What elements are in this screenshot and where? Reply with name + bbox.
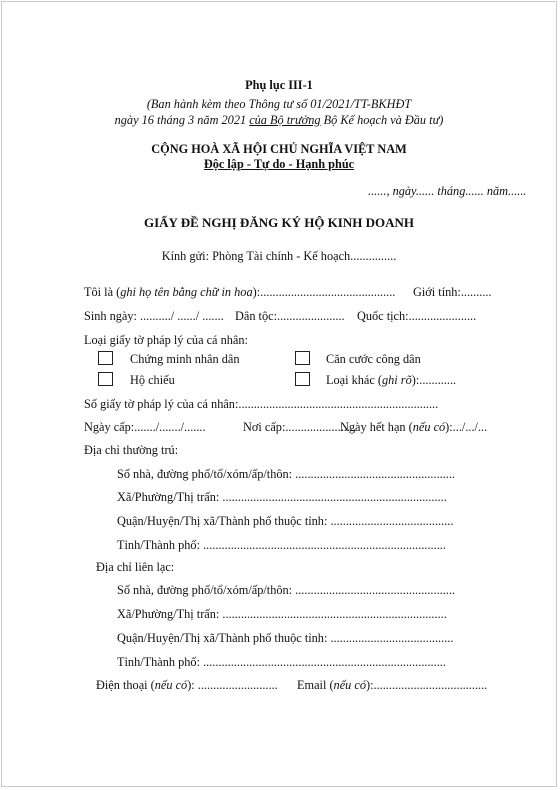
nationality-field[interactable]: Quốc tịch:...................... bbox=[357, 309, 477, 323]
expiry-field[interactable]: Ngày hết hạn (nếu có):.../.../... bbox=[340, 420, 488, 434]
contact-address-label: Địa chỉ liên lạc: bbox=[96, 560, 175, 574]
permanent-district-field[interactable]: Quận/Huyện/Thị xã/Thành phố thuộc tỉnh: ........................................ bbox=[117, 514, 454, 528]
passport-label: Hộ chiếu bbox=[130, 373, 175, 387]
passport-checkbox[interactable] bbox=[98, 372, 113, 386]
other-id-checkbox[interactable] bbox=[295, 372, 310, 386]
dob-field[interactable]: Sinh ngày: ........../ ....../ ....... bbox=[84, 309, 224, 323]
email-field[interactable]: Email (nếu có):..................................... bbox=[297, 678, 488, 692]
cccd-checkbox[interactable] bbox=[295, 351, 310, 365]
cccd-label: Căn cước công dân bbox=[326, 352, 421, 366]
cmnd-checkbox[interactable] bbox=[98, 351, 113, 365]
contact-street-field[interactable]: Số nhà, đường phố/tổ/xóm/ấp/thôn: .................................................... bbox=[117, 583, 456, 597]
contact-province-field[interactable]: Tỉnh/Thành phố: ............................................................................... bbox=[117, 655, 446, 669]
permanent-ward-field[interactable]: Xã/Phường/Thị trấn: ......................................................................... bbox=[117, 490, 447, 504]
ethnicity-field[interactable]: Dân tộc:...................... bbox=[235, 309, 345, 323]
contact-ward-field[interactable]: Xã/Phường/Thị trấn: ......................................................................... bbox=[117, 607, 447, 621]
permanent-street-field[interactable]: Số nhà, đường phố/tổ/xóm/ấp/thôn: .................................................... bbox=[117, 467, 456, 481]
permanent-address-label: Địa chỉ thường trú: bbox=[84, 443, 179, 457]
contact-district-field[interactable]: Quận/Huyện/Thị xã/Thành phố thuộc tỉnh: ........................................ bbox=[117, 631, 454, 645]
gender-field[interactable]: Giới tính:.......... bbox=[413, 285, 492, 299]
motto: Độc lập - Tự do - Hạnh phúc bbox=[203, 157, 355, 171]
issued-by-line-2: ngày 16 tháng 3 năm 2021 của Bộ trưởng Bộ Kế hoạch và Đầu tư) bbox=[114, 113, 444, 127]
form-title: GIẤY ĐỀ NGHỊ ĐĂNG KÝ HỘ KINH DOANH bbox=[143, 215, 414, 230]
appendix-title: Phụ lục III-1 bbox=[245, 78, 313, 92]
issue-date-field[interactable]: Ngày cấp:......./......./....... bbox=[84, 420, 206, 434]
recipient-line: Kính gửi: Phòng Tài chính - Kế hoạch............... bbox=[161, 249, 397, 263]
name-field[interactable]: Tôi là (ghi họ tên bằng chữ in hoa):............................................ bbox=[84, 285, 396, 299]
permanent-province-field[interactable]: Tỉnh/Thành phố: ............................................................................... bbox=[117, 538, 446, 552]
issued-by-line-1: (Ban hành kèm theo Thông tư số 01/2021/TT-BKHĐT bbox=[146, 97, 412, 111]
phone-field[interactable]: Điện thoại (nếu có): .......................... bbox=[96, 678, 278, 692]
id-number-field[interactable]: Số giấy tờ pháp lý của cá nhân:................................................................. bbox=[84, 397, 439, 411]
nation-heading: CỘNG HOÀ XÃ HỘI CHỦ NGHĨA VIỆT NAM bbox=[151, 142, 407, 156]
other-id-label[interactable]: Loại khác (ghi rõ):............ bbox=[326, 373, 457, 387]
id-type-label: Loại giấy tờ pháp lý của cá nhân: bbox=[84, 333, 248, 347]
issue-place-field[interactable]: Nơi cấp:....................... bbox=[243, 420, 357, 434]
cmnd-label: Chứng minh nhân dân bbox=[130, 352, 240, 366]
date-line: ......, ngày...... tháng...... năm...... bbox=[368, 184, 527, 198]
